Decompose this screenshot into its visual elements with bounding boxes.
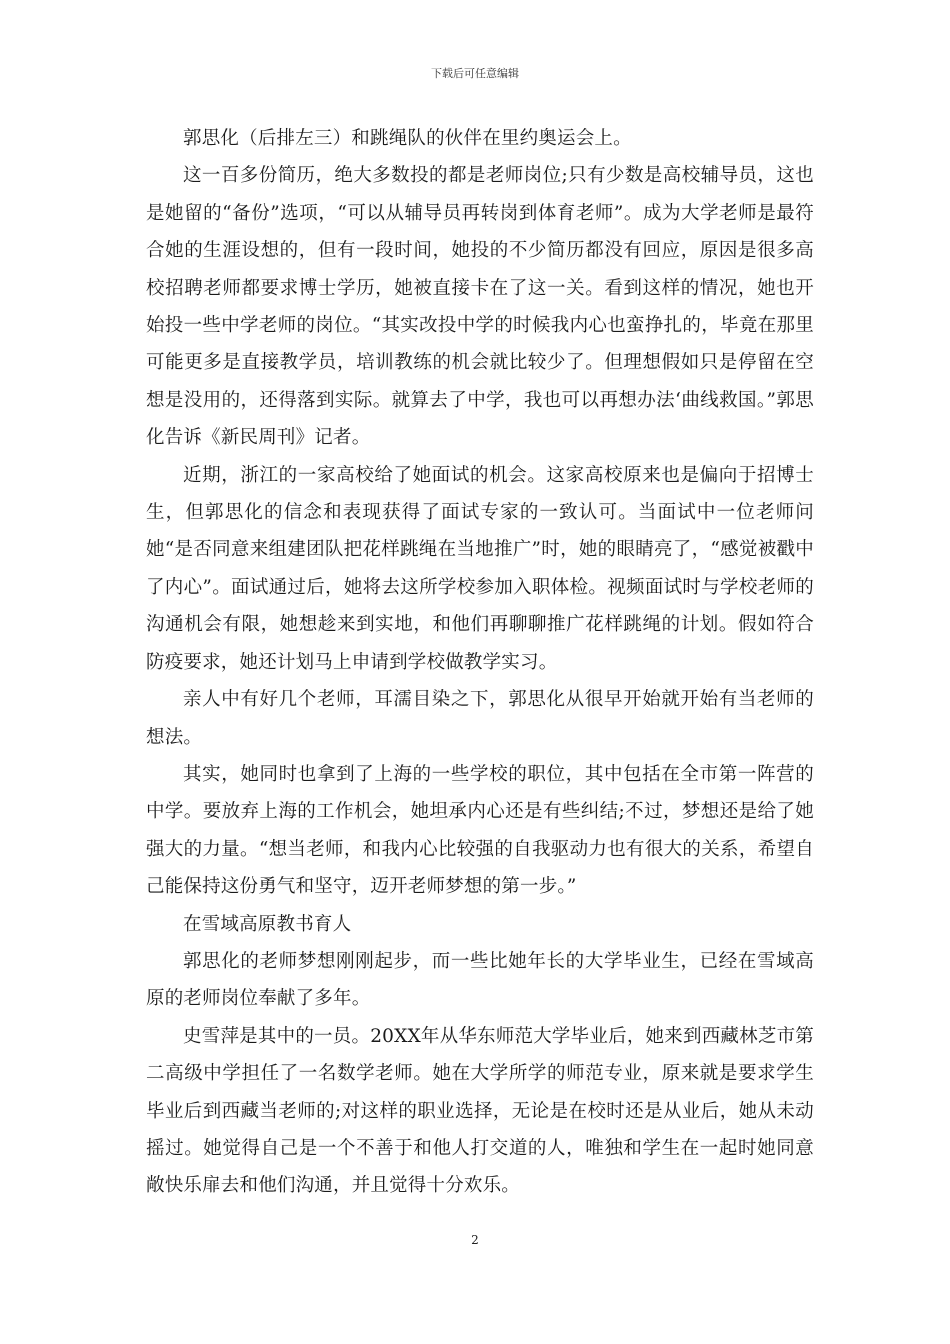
page-number: 2 <box>471 1233 479 1247</box>
document-body <box>146 120 814 1205</box>
paragraph: 其实，她同时也拿到了上海的一些学校的职位，其中包括在全市第一阵营的中学。要放弃上海的工作机会，她坦承内心还是有些纠结;不过，梦想还是给了她强大的力量。“想当老师，和我内心比较强的自我驱动力也有很大的关系，希望自己能保持这份勇气和坚守，迈开老师梦想的第一步。” <box>146 763 814 898</box>
paragraph: 这一百多份简历，绝大多数投的都是老师岗位;只有少数是高校辅导员，这也是她留的“备份”选项，“可以从辅导员再转岗到体育老师”。成为大学老师是最符合她的生涯设想的，但有一段时间，她投的不少简历都没有回应，原因是很多高校招聘老师都要求博士学历，她被直接卡在了这一关。看到这样的情况，她也开始投一些中学老师的岗位。“其实改投中学的时候我内心也蛮挣扎的，毕竟在那里可能更多是直接教学员，培训教练的机会就比较少了。但理想假如只是停留在空想是没用的，还得落到实际。就算去了中学，我也可以再想办法‘曲线救国。”郭思化告诉《新民周刊》记者。 <box>146 165 814 449</box>
paragraph: 郭思化（后排左三）和跳绳队的伙伴在里约奥运会上。 <box>183 128 632 149</box>
paragraph: 近期，浙江的一家高校给了她面试的机会。这家高校原来也是偏向于招博士生，但郭思化的信念和表现获得了面试专家的一致认可。当面试中一位老师问她“是否同意来组建团队把花样跳绳在当地推广”时，她的眼睛亮了，“感觉被戳中了内心”。面试通过后，她将去这所学校参加入职体检。视频面试时与学校老师的沟通机会有限，她想趁来到实地，和他们再聊聊推广花样跳绳的计划。假如符合防疫要求，她还计划马上申请到学校做教学实习。 <box>146 464 814 673</box>
paragraph: 史雪萍是其中的一员。20XX年从华东师范大学毕业后，她来到西藏林芝市第二高级中学担任了一名数学老师。她在大学所学的师范专业，原来就是要求学生毕业后到西藏当老师的;对这样的职业选择，无论是在校时还是从业后，她从未动摇过。她觉得自己是一个不善于和他人打交道的人，唯独和学生在一起时她同意敞快乐扉去和他们沟通，并且觉得十分欢乐。 <box>146 1025 814 1197</box>
paragraph: 亲人中有好几个老师，耳濡目染之下，郭思化从很早开始就开始有当老师的想法。 <box>146 689 814 748</box>
page-header: 下载后可任意编辑 <box>431 67 519 80</box>
paragraph: 郭思化的老师梦想刚刚起步，而一些比她年长的大学毕业生，已经在雪域高原的老师岗位奉献了多年。 <box>146 950 814 1010</box>
section-heading: 在雪域高原教书育人 <box>183 913 352 935</box>
